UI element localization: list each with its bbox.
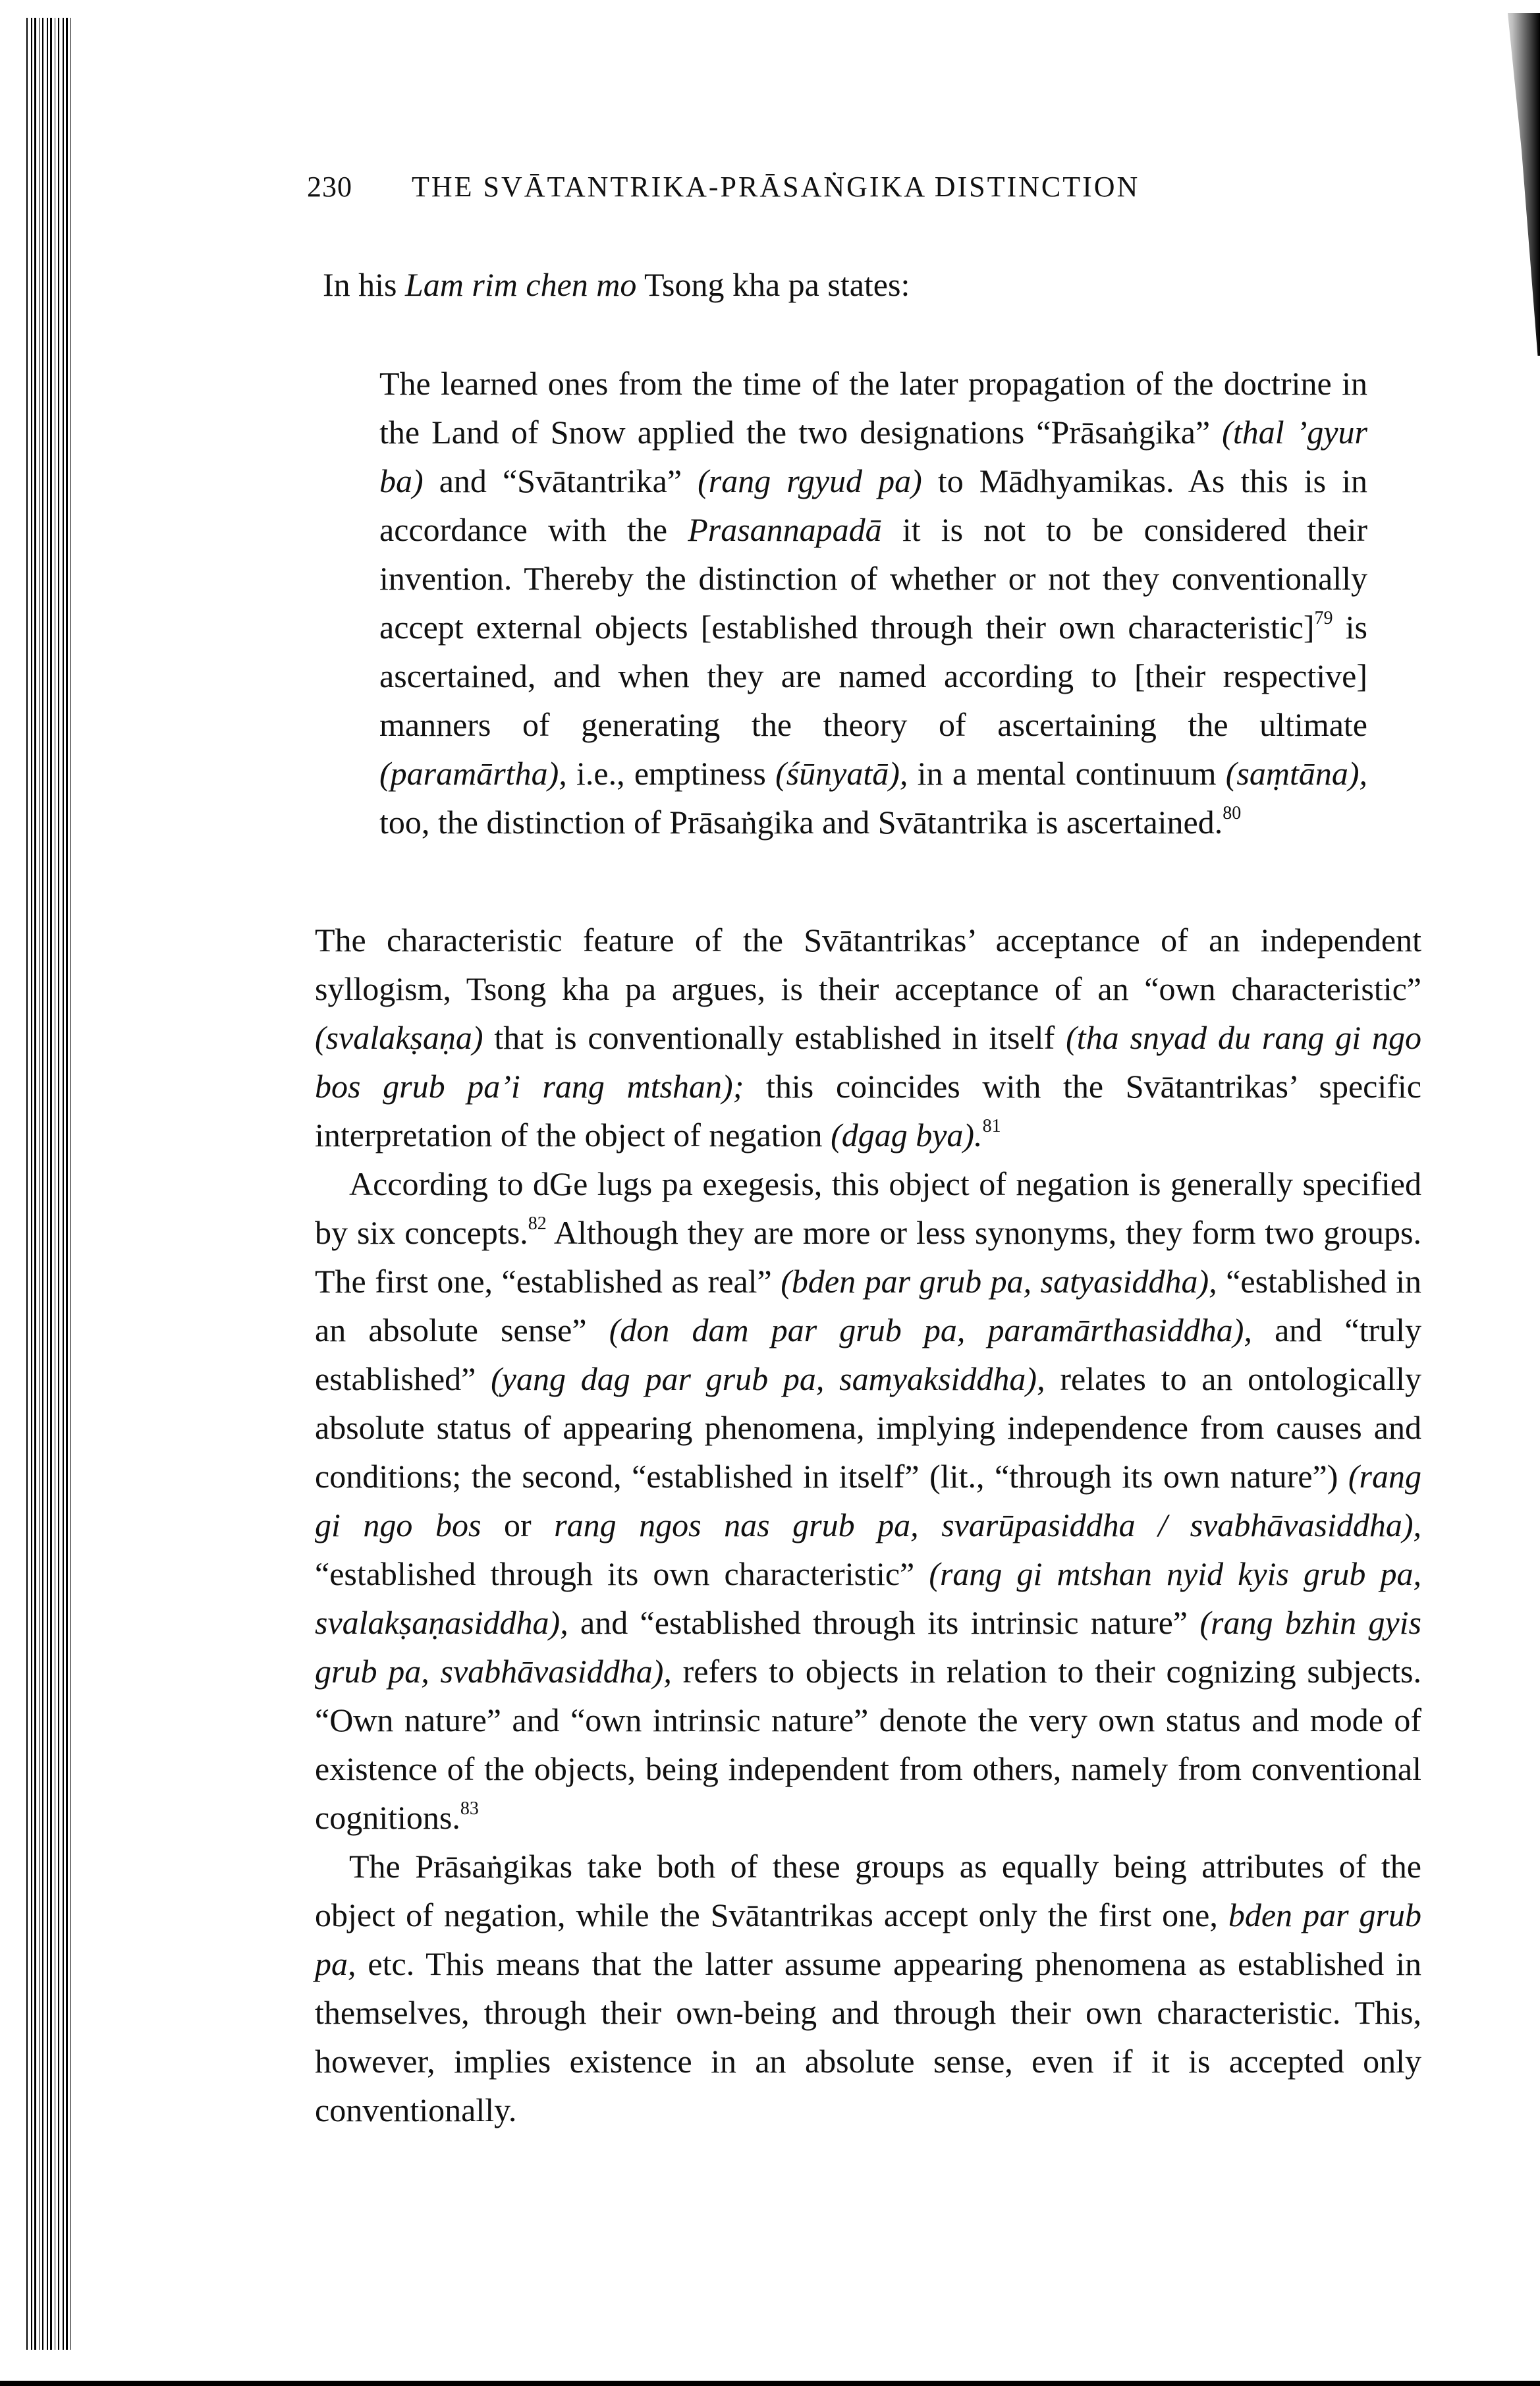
block-quote [379,359,1367,846]
text: etc. This means that the latter assume appearing phenomena as established in themselves, through their own-being and through their own characteristic. This, however, implies existence in an absolute sense, even if it is accepted only conventionally. [315,1945,1421,2128]
text: and “established through its intrinsic nature” [568,1604,1200,1641]
term: (rang bzhin gyis grub pa, svabhāvasiddha), [315,1604,1422,1690]
text: or [481,1507,555,1543]
paragraph [315,1159,1421,1842]
term: (don dam par grub pa, paramārthasiddha), [609,1312,1252,1348]
text: Tsong kha pa states: [636,266,910,303]
tibetan-term: (thal ’gyur ba) [379,414,1367,499]
text: this coincides with the Svātantrikas’ specific interpretation of the object of negation [315,1068,1421,1153]
body-text [315,916,1421,2134]
text: in a mental continuum [908,755,1226,792]
term: (bden par grub pa, satyasiddha), [781,1263,1217,1300]
text: too, the distinction of Prāsaṅgika and Svātantrika is ascertained. [379,804,1223,841]
text: to Mādhyamikas. As this is in accordance with the [379,462,1367,548]
text: that is conventionally established in itself [483,1019,1066,1056]
text: According to dGe lugs pa exegesis, this object of negation is generally specified by six concepts. [315,1165,1421,1251]
sanskrit-term: (paramārtha), [379,755,567,792]
running-header [307,173,1295,202]
footnote-marker[interactable]: 82 [528,1213,547,1234]
page-number: 230 [307,171,352,203]
text: “established in an absolute sense” [315,1263,1421,1348]
text: it is not to be considered their invention. Thereby the distinction of whether or not they conventionally accept external objects [established through their own characteristic] [379,511,1368,646]
text: is ascertained, and when they are named according to [their respective] manners of generating the theory of ascertaining the ultimate [379,609,1367,743]
scan-bottom-border [0,2381,1540,2386]
term: (rang gi ngo bos [315,1458,1421,1543]
page-edge-shadow [1494,13,1540,356]
text: The Prāsaṅgikas take both of these groups as equally being attributes of the object of negation, while the Svātantrikas accept only the first one, [315,1848,1421,1933]
footnote-marker[interactable]: 79 [1314,608,1333,628]
text: “established through its own characteristic” [315,1555,929,1592]
book-title: Lam rim chen mo [405,266,637,303]
sanskrit-term: (śūnyatā), [775,755,908,792]
text: Although they are more or less synonyms, they form two groups. The first one, “established as real” [315,1214,1421,1300]
text: refers to objects in relation to their cognizing subjects. “Own nature” and “own intrinsic nature” denote the very own status and mode of existence of the objects, being independent from others, namely from conventional cognitions. [315,1653,1421,1836]
sanskrit-term: (saṃtāna), [1225,755,1368,792]
tibetan-term: (tha snyad du rang gi ngo bos grub pa’i rang mtshan); [315,1019,1421,1105]
work-title: Prasannapadā [688,511,882,548]
text: relates to an ontologically absolute status of appearing phenomena, implying independence from causes and conditions; the second, “established in itself” (lit., “through its own nature”) [315,1360,1421,1495]
chapter-title: THE SVĀTANTRIKA-PRĀSAṄGIKA DISTINCTION [412,171,1140,203]
paragraph [315,916,1421,1159]
term: (rang gi mtshan nyid kyis grub pa, svalakṣaṇasiddha), [315,1555,1421,1641]
book-binding-edge [26,18,74,2350]
term: rang ngos nas grub pa, svarūpasiddha / svabhāvasiddha), [554,1507,1421,1543]
text: In his [323,266,405,303]
tibetan-term: (rang rgyud pa) [698,462,922,499]
paragraph [315,1842,1421,2134]
tibetan-term: (dgag bya). [831,1117,983,1153]
text: The learned ones from the time of the later propagation of the doctrine in the Land of Snow applied the two designations “Prāsaṅgika” [379,365,1367,451]
text: and “truly established” [315,1312,1422,1397]
quote-introduction [323,260,1419,309]
footnote-marker[interactable]: 83 [460,1798,479,1819]
text: i.e., emptiness [566,755,776,792]
text: The characteristic feature of the Svātantrikas’ acceptance of an independent syllogism, Tsong kha pa argues, is their acceptance of an “own characteristic” [315,922,1421,1007]
term: (yang dag par grub pa, samyaksiddha), [491,1360,1045,1397]
footnote-marker[interactable]: 80 [1223,803,1242,823]
text: and “Svātantrika” [423,462,698,499]
tibetan-term: bden par grub pa, [315,1897,1421,1982]
sanskrit-term: (svalakṣaṇa) [315,1019,483,1056]
footnote-marker[interactable]: 81 [982,1116,1001,1136]
